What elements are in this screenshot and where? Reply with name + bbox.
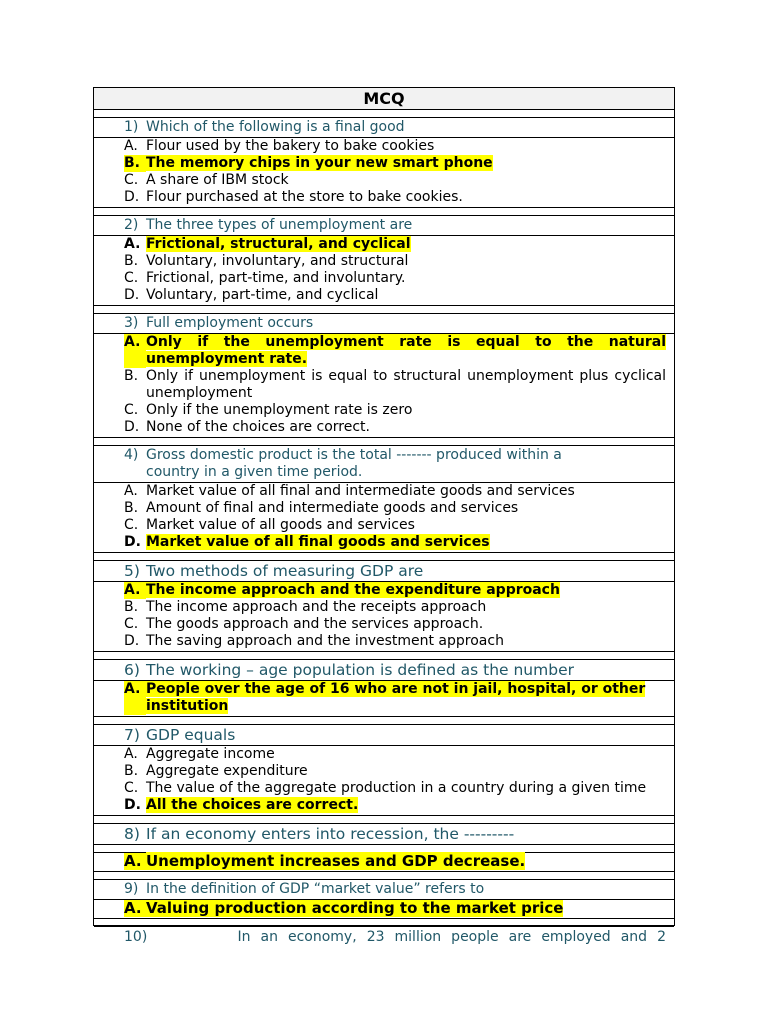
option-correct	[124, 534, 666, 551]
question-text-continued: country in a given time period.	[146, 464, 363, 480]
question-number: 4)	[124, 447, 139, 463]
question-6	[94, 660, 674, 681]
option-letter: D.	[124, 534, 141, 550]
option	[124, 780, 666, 797]
option-text: Aggregate expenditure	[146, 763, 308, 779]
option-text: Voluntary, part-time, and cyclical	[146, 287, 379, 303]
option-text: A share of IBM stock	[146, 172, 289, 188]
option-letter: B.	[124, 763, 139, 779]
option-letter: D.	[124, 633, 140, 649]
option-correct	[124, 853, 666, 870]
question-9	[94, 880, 674, 900]
option-correct	[124, 900, 666, 917]
option-text: The value of the aggregate production in a country during a given time	[146, 780, 647, 796]
option-text: Amount of final and intermediate goods and services	[146, 500, 519, 516]
question-text: Which of the following is a final good	[146, 119, 405, 135]
question-number: 5)	[124, 562, 140, 580]
question-number: 7)	[124, 726, 140, 744]
option	[124, 270, 666, 287]
option-letter: C.	[124, 616, 139, 632]
option	[124, 402, 666, 419]
option-letter: D.	[124, 419, 140, 435]
option-text: Market value of all final and intermediate goods and services	[146, 483, 575, 499]
answer-options-8	[94, 853, 674, 872]
option-letter: B.	[124, 253, 139, 269]
option-letter: A.	[124, 138, 138, 154]
option-text: Aggregate income	[146, 746, 275, 762]
option-letter: A.	[124, 853, 146, 870]
question-7	[94, 725, 674, 746]
option	[124, 500, 666, 517]
answer-options-7	[94, 746, 674, 816]
option-text: Flour used by the bakery to bake cookies	[146, 138, 435, 154]
option	[124, 616, 666, 633]
question-1	[94, 118, 674, 138]
option-text: All the choices are correct.	[146, 797, 359, 813]
option-letter: C.	[124, 517, 139, 533]
option-correct	[124, 236, 666, 253]
option-letter: C.	[124, 780, 139, 796]
option-letter: B.	[124, 155, 146, 172]
option-letter: D.	[124, 287, 140, 303]
question-8	[94, 824, 674, 845]
answer-options-6	[94, 681, 674, 717]
option	[124, 599, 666, 616]
option	[124, 172, 666, 189]
question-3	[94, 314, 674, 334]
option	[124, 483, 666, 500]
option	[124, 517, 666, 534]
question-number: 10)	[124, 929, 148, 945]
answer-options-3	[94, 334, 674, 438]
option	[124, 746, 666, 763]
question-text: GDP equals	[146, 726, 236, 744]
option-letter: D.	[124, 797, 141, 813]
question-text: The working – age population is defined as the number	[146, 661, 574, 679]
question-text: The three types of unemployment are	[146, 217, 413, 233]
option-correct	[124, 334, 666, 368]
option-letter: C.	[124, 270, 139, 286]
question-text: Gross domestic product is the total ------- produced within a	[146, 447, 562, 463]
option-letter: A.	[124, 900, 146, 917]
option-text: People over the age of 16 who are not in jail, hospital, or other institution	[146, 681, 646, 714]
option-text: Frictional, part-time, and involuntary.	[146, 270, 406, 286]
option	[124, 287, 666, 304]
option-text: The saving approach and the investment approach	[146, 633, 504, 649]
row-separator	[94, 919, 674, 927]
answer-options-1	[94, 138, 674, 208]
option-letter: A.	[124, 582, 146, 599]
option	[124, 633, 666, 650]
row-separator	[94, 816, 674, 824]
option-text: Unemployment increases and GDP decrease.	[146, 852, 526, 870]
mcq-table	[93, 87, 675, 945]
option-text: The income approach and the receipts approach	[146, 599, 487, 615]
option-text: Market value of all goods and services	[146, 517, 415, 533]
question-text: If an economy enters into recession, the ---------	[146, 825, 515, 843]
row-separator	[94, 652, 674, 660]
option-letter: D.	[124, 189, 140, 205]
option-text: The goods approach and the services approach.	[146, 616, 484, 632]
question-10	[94, 927, 674, 946]
question-number: 9)	[124, 881, 139, 897]
answer-options-4	[94, 483, 674, 553]
option-letter: B.	[124, 599, 139, 615]
row-separator	[94, 208, 674, 216]
option	[124, 763, 666, 780]
option	[124, 368, 666, 402]
row-separator	[94, 553, 674, 561]
question-5	[94, 561, 674, 582]
question-number: 1)	[124, 119, 139, 135]
option-text: Market value of all final goods and services	[146, 534, 490, 550]
question-2	[94, 216, 674, 236]
option-letter: A.	[124, 483, 138, 499]
option-correct	[124, 155, 666, 172]
question-text: Full employment occurs	[146, 315, 314, 331]
option-text: Only if the unemployment rate is zero	[146, 402, 413, 418]
answer-options-9	[94, 900, 674, 919]
option-letter: A.	[124, 334, 146, 368]
option-letter: A.	[124, 236, 141, 252]
option	[124, 189, 666, 206]
answer-options-5	[94, 582, 674, 652]
question-text: In an economy, 23 million people are employed and 2	[237, 929, 666, 945]
row-separator	[94, 110, 674, 118]
option-text: Only if the unemployment rate is equal to the natural unemployment rate.	[146, 334, 666, 367]
option-correct	[124, 797, 666, 814]
option	[124, 419, 666, 436]
row-separator	[94, 306, 674, 314]
page-title: MCQ	[94, 88, 674, 110]
option-text: The income approach and the expenditure approach	[146, 582, 560, 598]
option-letter: B.	[124, 500, 139, 516]
row-separator	[94, 872, 674, 880]
option-correct	[124, 681, 666, 715]
option	[124, 138, 666, 155]
option-text: Only if unemployment is equal to structural unemployment plus cyclical unemployment	[146, 368, 666, 401]
option-letter: C.	[124, 402, 139, 418]
option	[124, 253, 666, 270]
question-number: 2)	[124, 217, 139, 233]
option-text: Valuing production according to the market price	[146, 899, 564, 917]
option-letter: B.	[124, 368, 139, 384]
option-letter: A.	[124, 746, 138, 762]
option-correct	[124, 582, 666, 599]
option-text: Flour purchased at the store to bake cookies.	[146, 189, 463, 205]
question-text: Two methods of measuring GDP are	[146, 562, 424, 580]
question-number: 8)	[124, 825, 140, 843]
option-text: Voluntary, involuntary, and structural	[146, 253, 409, 269]
row-separator	[94, 717, 674, 725]
option-letter: C.	[124, 172, 139, 188]
option-letter: A.	[124, 681, 146, 715]
answer-options-2	[94, 236, 674, 306]
row-separator	[94, 438, 674, 446]
option-text: Frictional, structural, and cyclical	[146, 236, 411, 252]
question-4	[94, 446, 674, 483]
question-text: In the definition of GDP “market value” refers to	[146, 881, 485, 897]
question-number: 3)	[124, 315, 139, 331]
question-number: 6)	[124, 661, 140, 679]
option-text: The memory chips in your new smart phone	[146, 155, 493, 171]
option-text: None of the choices are correct.	[146, 419, 370, 435]
